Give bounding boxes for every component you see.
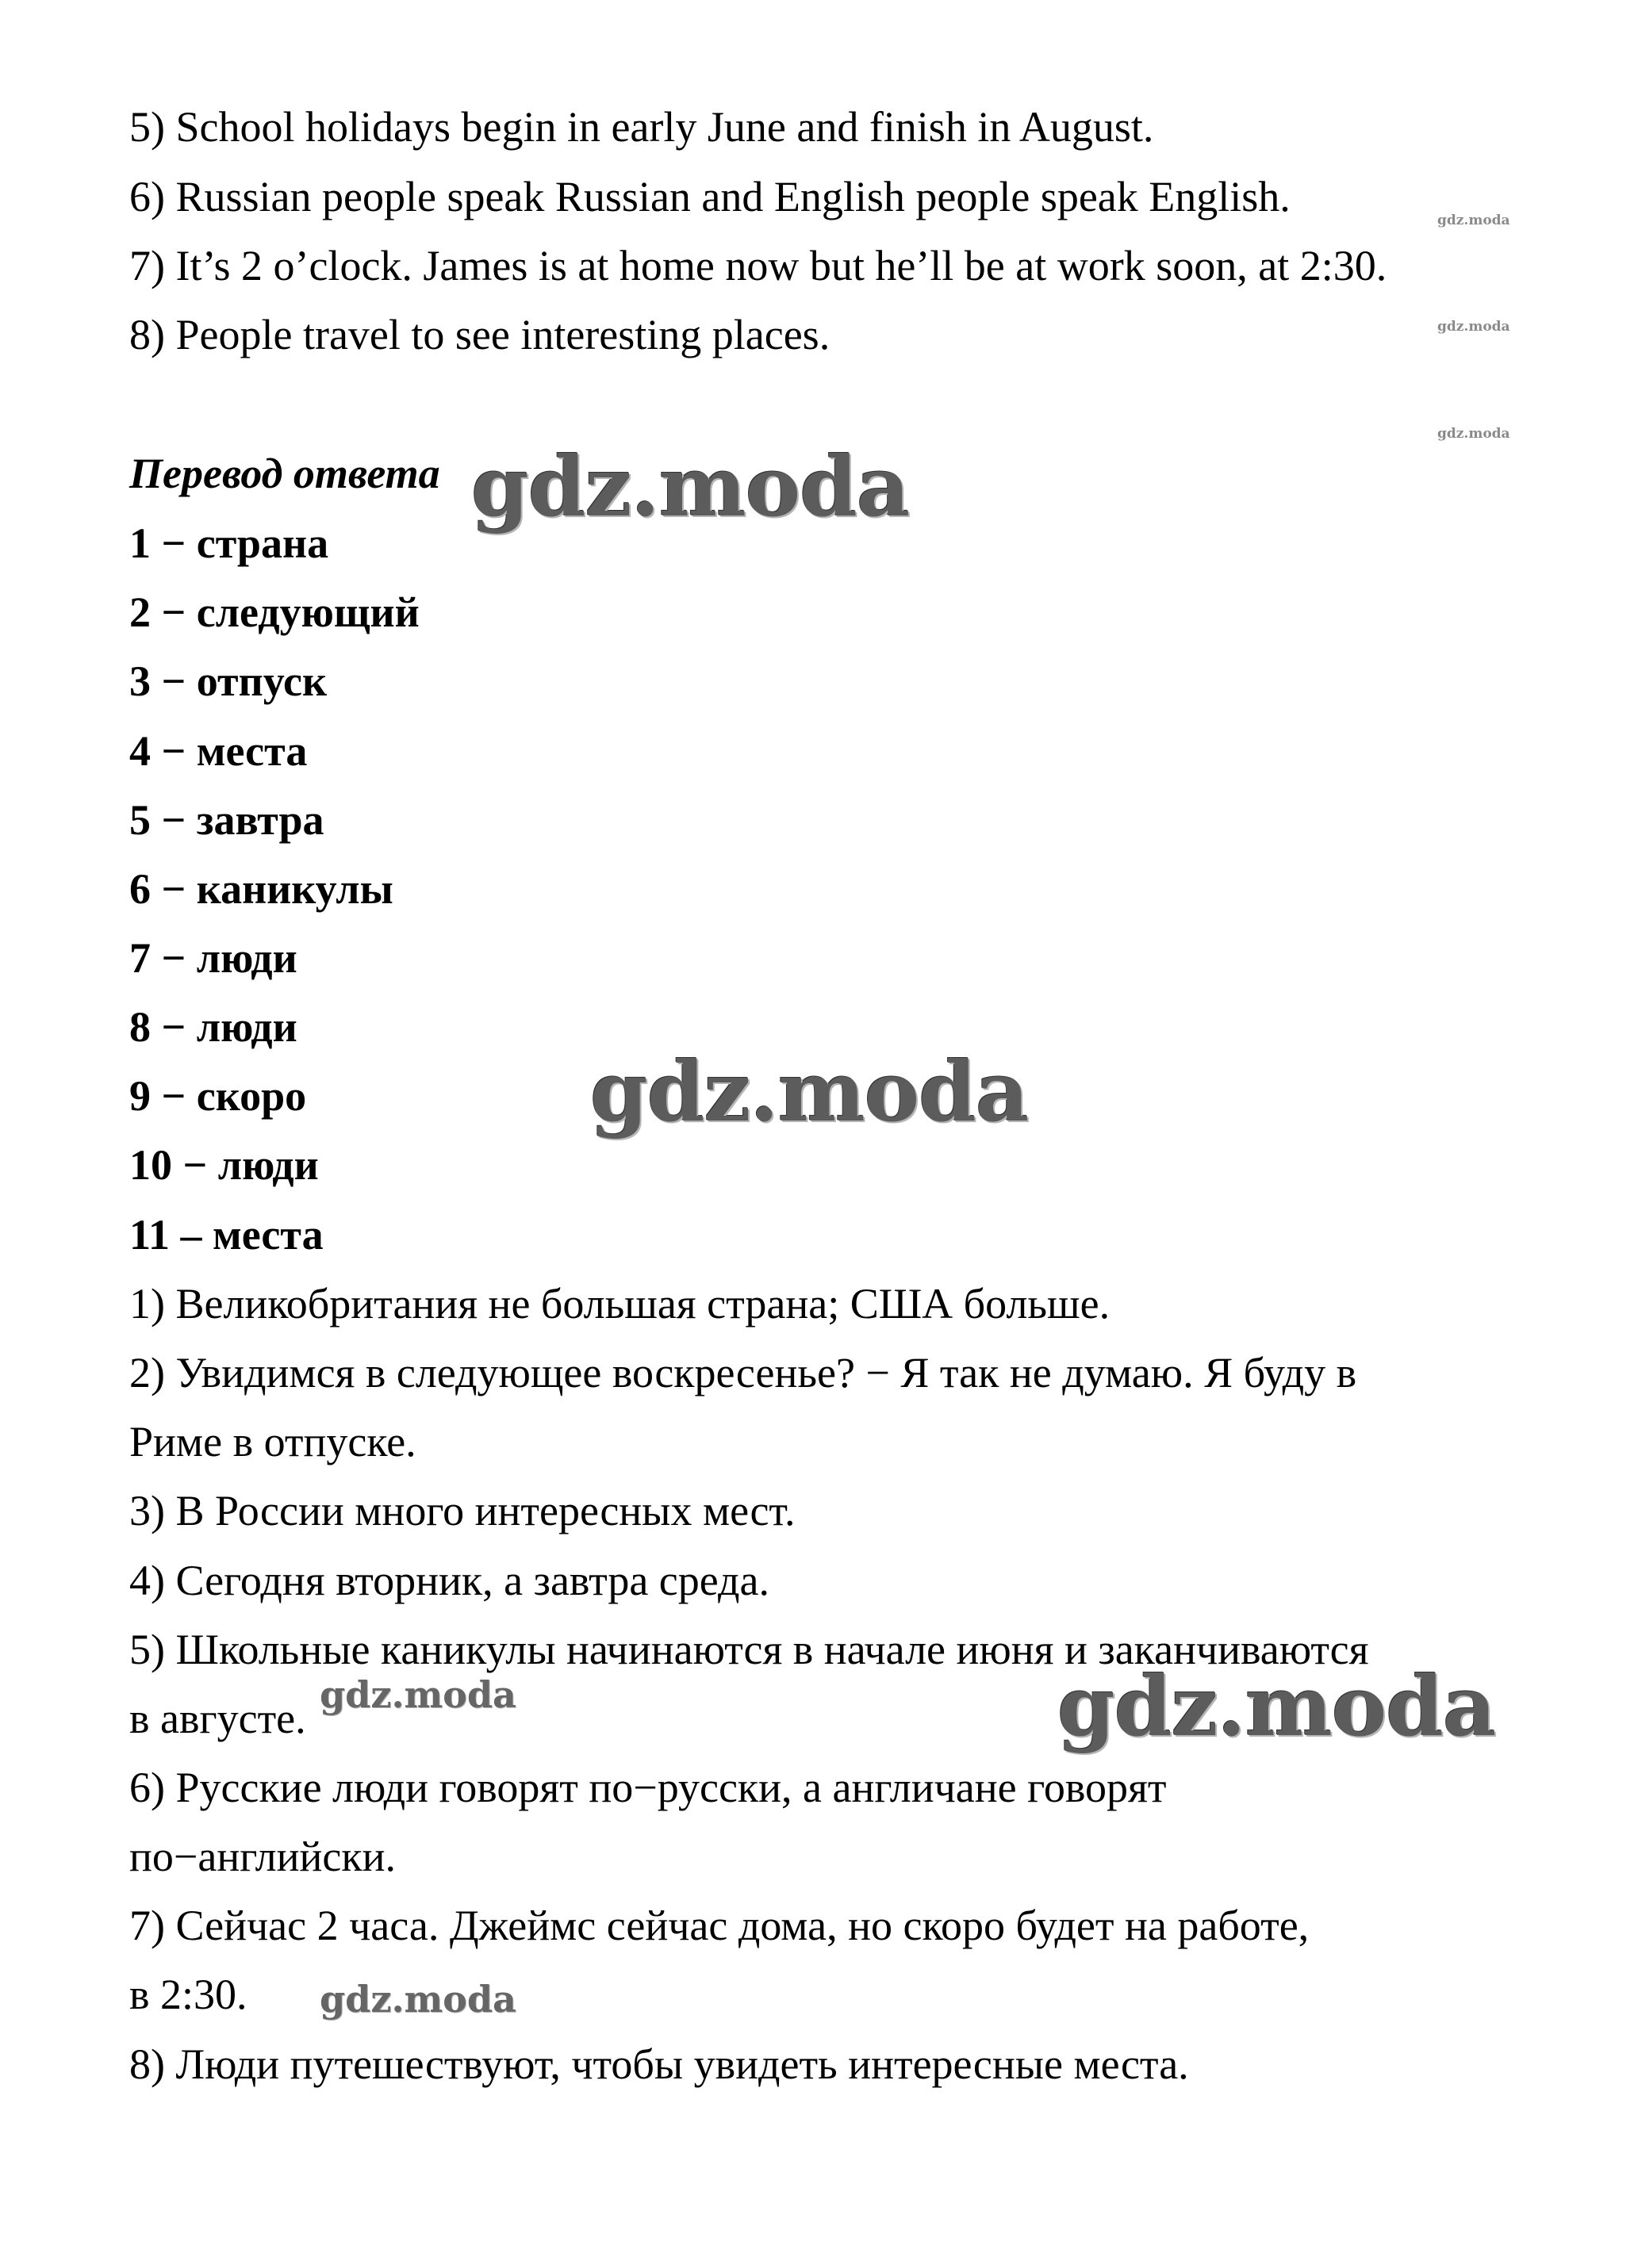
word-answer-1: 1 − страна (129, 519, 329, 567)
translation-heading: Перевод ответа (129, 450, 440, 497)
word-answer-6: 6 − каникулы (129, 865, 393, 913)
russian-line: в 2:30. (129, 1971, 247, 2018)
watermark-small: gdz.moda (1437, 319, 1510, 335)
russian-line: 2) Увидимся в следующее воскресенье? − Я так не думаю. Я буду в (129, 1349, 1357, 1396)
russian-line: по−английски. (129, 1833, 396, 1880)
russian-line: 4) Сегодня вторник, а завтра среда. (129, 1557, 769, 1604)
russian-line: 8) Люди путешествуют, чтобы увидеть интересные места. (129, 2040, 1189, 2088)
russian-line: в августе. (129, 1695, 306, 1742)
word-answer-5: 5 − завтра (129, 796, 324, 844)
word-answer-11: 11 – места (129, 1211, 324, 1259)
watermark-medium: gdz.moda (320, 1673, 516, 1716)
word-answer-8: 8 − люди (129, 1003, 297, 1051)
watermark-small: gdz.moda (1437, 426, 1510, 442)
english-sentence-8: 8) People travel to see interesting places. (129, 311, 831, 358)
watermark-small: gdz.moda (1437, 213, 1510, 228)
watermark-large: gdz.moda (590, 1043, 1029, 1140)
russian-line: 7) Сейчас 2 часа. Джеймс сейчас дома, но скоро будет на работе, (129, 1902, 1310, 1949)
word-answer-2: 2 − следующий (129, 588, 420, 636)
word-answer-7: 7 − люди (129, 934, 297, 982)
word-answer-10: 10 − люди (129, 1141, 319, 1189)
russian-line: 1) Великобритания не большая страна; США больше. (129, 1280, 1111, 1327)
watermark-medium: gdz.moda (320, 1978, 516, 2021)
watermark-large: gdz.moda (471, 438, 910, 535)
english-sentence-6: 6) Russian people speak Russian and English people speak English. (129, 173, 1291, 220)
english-sentence-5: 5) School holidays begin in early June and finish in August. (129, 103, 1154, 151)
watermark-large: gdz.moda (1057, 1657, 1496, 1755)
russian-line: 3) В России много интересных мест. (129, 1487, 796, 1534)
english-sentence-7: 7) It’s 2 o’clock. James is at home now but he’ll be at work soon, at 2:30. (129, 242, 1387, 289)
russian-line: 5) Школьные каникулы начинаются в начале июня и заканчиваются (129, 1626, 1369, 1673)
russian-line: Риме в отпуске. (129, 1418, 416, 1465)
word-answer-4: 4 − места (129, 727, 308, 775)
russian-line: 6) Русские люди говорят по−русски, а англичане говорят (129, 1764, 1167, 1811)
word-answer-9: 9 − скоро (129, 1072, 307, 1120)
word-answer-3: 3 − отпуск (129, 657, 328, 705)
